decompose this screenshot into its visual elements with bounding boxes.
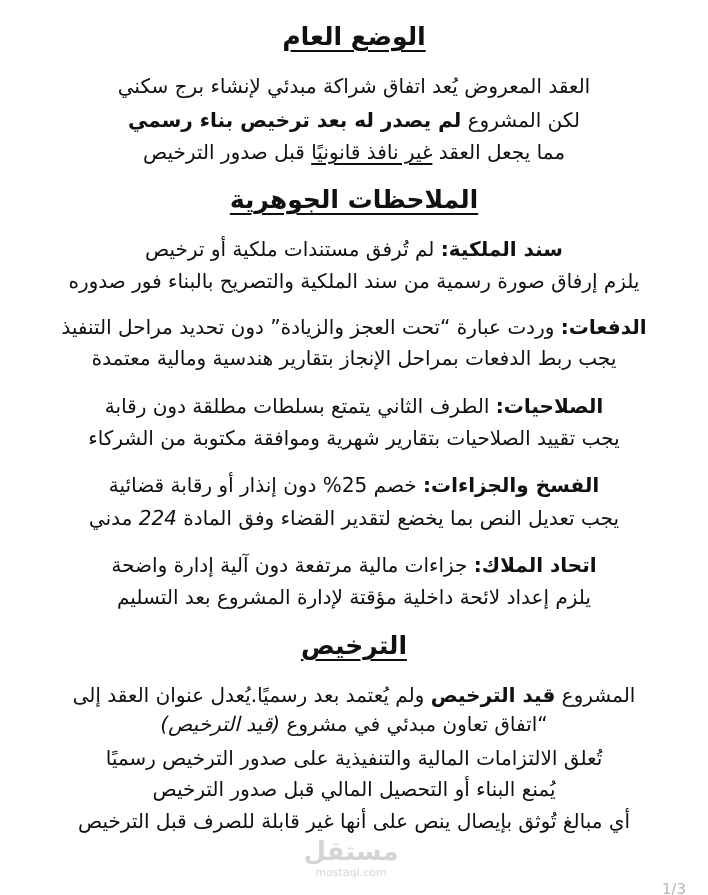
status-line-2 bbox=[8, 107, 700, 133]
note-text: لم تُرفق مستندات ملكية أو ترخيص bbox=[145, 237, 441, 261]
note-title: اتحاد الملاك: bbox=[473, 553, 597, 577]
status-line-3-underlined: غير نافذ قانونيًا bbox=[311, 140, 433, 164]
note-owners-union-line bbox=[8, 552, 700, 578]
license-line-4: يُمنع البناء أو التحصيل المالي قبل صدور الترخيص bbox=[152, 777, 556, 801]
note-payments-line bbox=[8, 314, 700, 340]
note-text: خصم 25% دون إنذار أو رقابة قضائية bbox=[108, 473, 424, 497]
recommendation-prefix: يجب تعديل النص بما يخضع لتقدير القضاء وفق المادة bbox=[176, 506, 620, 530]
status-line-3-prefix: مما يجعل العقد bbox=[432, 140, 566, 164]
note-authorities-line bbox=[8, 393, 700, 419]
license-line-2 bbox=[8, 711, 700, 737]
license-line-1-bold: قيد الترخيص bbox=[430, 683, 556, 707]
status-line-3-suffix: قبل صدور الترخيص bbox=[142, 140, 312, 164]
license-line-1-suffix: ولم يُعتمد بعد رسميًا.يُعدل عنوان العقد إلى bbox=[72, 683, 431, 707]
license-line-1-prefix: المشروع bbox=[555, 683, 636, 707]
watermark-domain: mostaql.com bbox=[315, 866, 387, 879]
note-authorities-recommendation: يجب تقييد الصلاحيات بتقارير شهرية وموافقة مكتوبة من الشركاء bbox=[88, 426, 620, 450]
mostaql-watermark bbox=[296, 838, 406, 879]
license-line-5: أي مبالغ تُوثق بإيصال ينص على أنها غير قابلة للصرف قبل الترخيص bbox=[77, 809, 631, 833]
note-title: الصلاحيات: bbox=[495, 394, 604, 418]
note-owners-union-recommendation: يلزم إعداد لائحة داخلية مؤقتة لإدارة المشروع بعد التسليم bbox=[117, 585, 591, 609]
note-title: سند الملكية: bbox=[440, 237, 563, 261]
note-termination-line bbox=[8, 472, 700, 498]
note-title: الفسخ والجزاءات: bbox=[423, 473, 600, 497]
note-payments-recommendation: يجب ربط الدفعات بمراحل الإنجاز بتقارير هندسية ومالية معتمدة bbox=[91, 346, 617, 370]
status-line-2-bold: لم يصدر له بعد ترخيص بناء رسمي bbox=[127, 108, 462, 132]
status-line-1: العقد المعروض يُعد اتفاق شراكة مبدئي لإنشاء برج سكني bbox=[117, 74, 591, 98]
note-text: جزاءات مالية مرتفعة دون آلية إدارة واضحة bbox=[111, 553, 474, 577]
status-line-3 bbox=[8, 139, 700, 165]
license-line-1 bbox=[8, 682, 700, 708]
note-termination-recommendation bbox=[8, 505, 700, 531]
section-heading-general-status: الوضع العام bbox=[282, 22, 426, 51]
license-line-2-prefix: “اتفاق تعاون مبدئي في مشروع bbox=[280, 712, 548, 736]
license-line-2-italic: (قيد الترخيص) bbox=[160, 712, 281, 736]
watermark-logo: مستقل bbox=[303, 837, 399, 867]
note-title: الدفعات: bbox=[560, 315, 647, 339]
section-heading-key-notes: الملاحظات الجوهرية bbox=[229, 185, 479, 214]
note-text: الطرف الثاني يتمتع بسلطات مطلقة دون رقابة bbox=[104, 394, 496, 418]
status-line-2-prefix: لكن المشروع bbox=[461, 108, 581, 132]
page-indicator: 1/3 bbox=[661, 880, 686, 895]
note-ownership-recommendation: يلزم إرفاق صورة رسمية من سند الملكية والتصريح بالبناء فور صدوره bbox=[68, 269, 640, 293]
section-heading-license: الترخيص bbox=[300, 631, 408, 660]
article-number: 224 bbox=[138, 506, 177, 530]
note-text: وردت عبارة “تحت العجز والزيادة” دون تحديد مراحل التنفيذ bbox=[61, 315, 561, 339]
note-ownership-line bbox=[8, 236, 700, 262]
recommendation-suffix: مدني bbox=[88, 506, 139, 530]
license-line-3: تُعلق الالتزامات المالية والتنفيذية على صدور الترخيص رسميًا bbox=[105, 746, 603, 770]
